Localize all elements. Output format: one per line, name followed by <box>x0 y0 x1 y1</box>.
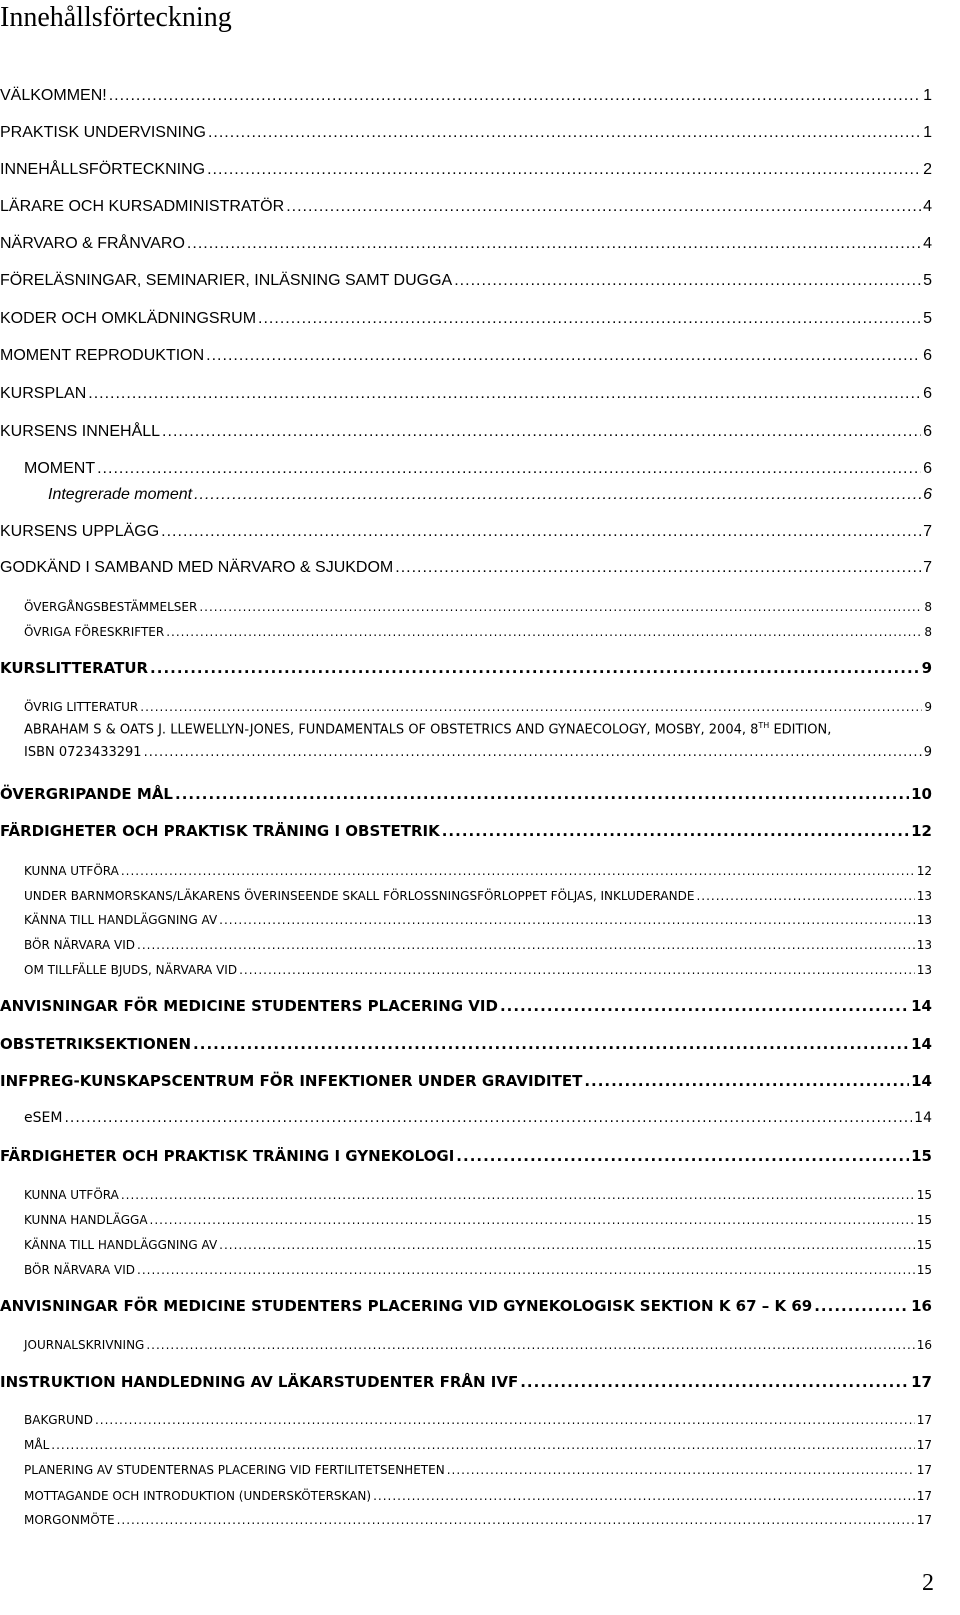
dot-leader <box>520 1372 909 1392</box>
toc-entry-page: 17 <box>916 1513 932 1527</box>
toc-entry-label: FÖRELÄSNINGAR, SEMINARIER, INLÄSNING SAMT DUGGA <box>0 272 453 289</box>
toc-entry-label-line2: ISBN 0723433291 <box>24 745 142 761</box>
toc-entry-page: 14 <box>914 1110 932 1126</box>
dot-leader <box>500 996 909 1016</box>
toc-entry-label: MOMENT REPRODUKTION <box>0 347 205 364</box>
toc-entry[interactable] <box>24 1260 932 1282</box>
toc-entry-label: KUNNA UTFÖRA <box>24 1188 119 1202</box>
toc-entry[interactable] <box>24 886 932 908</box>
toc-entry[interactable] <box>24 597 932 619</box>
toc-entry[interactable] <box>24 861 932 883</box>
dot-leader <box>109 86 921 106</box>
dot-leader <box>696 886 914 906</box>
toc-entry-page: 8 <box>924 625 932 639</box>
toc-entry-label: MÅL <box>24 1438 50 1452</box>
toc-entry[interactable] <box>24 1460 932 1482</box>
toc-entry-page: 4 <box>923 235 932 252</box>
toc-entry-page: 2 <box>923 161 932 178</box>
toc-entry-page: 1 <box>923 87 932 104</box>
dot-leader <box>199 597 922 617</box>
dot-leader <box>207 160 921 180</box>
dot-leader <box>395 558 921 578</box>
toc-entry-label: KUNNA HANDLÄGGA <box>24 1213 148 1227</box>
dot-leader <box>121 861 915 881</box>
toc-entry-page: 1 <box>923 124 932 141</box>
toc-entry-page: 13 <box>916 938 932 952</box>
toc-entry-page: 6 <box>923 385 932 402</box>
dot-leader <box>162 422 921 442</box>
toc-entry[interactable] <box>0 658 932 680</box>
toc-entry-label: NÄRVARO & FRÅNVARO <box>0 235 185 252</box>
dot-leader <box>150 1210 915 1230</box>
dot-leader <box>121 1185 915 1205</box>
toc-entry-page: 9 <box>923 745 932 761</box>
dot-leader <box>219 910 915 930</box>
dot-leader <box>814 1296 909 1316</box>
dot-leader <box>187 234 921 254</box>
toc-entry-label: INFPREG-KUNSKAPSCENTRUM FÖR INFEKTIONER UNDER GRAVIDITET <box>0 1072 583 1090</box>
dot-leader <box>456 1146 909 1166</box>
dot-leader <box>64 1108 912 1128</box>
toc-entry-page: 8 <box>924 600 932 614</box>
toc-entry[interactable] <box>0 160 932 182</box>
toc-entry-page: 14 <box>911 1072 932 1090</box>
toc-entry-page: 9 <box>921 659 932 677</box>
toc-entry[interactable] <box>0 558 932 580</box>
toc-entry[interactable] <box>0 197 932 219</box>
toc-entry-page: 6 <box>923 486 932 503</box>
dot-leader <box>144 742 922 764</box>
toc-entry[interactable] <box>0 996 932 1018</box>
toc-entry[interactable] <box>0 123 932 145</box>
toc-entry-label: ÖVERGRIPANDE MÅL <box>0 785 173 803</box>
toc-entry-page: 5 <box>923 310 932 327</box>
dot-leader <box>454 271 921 291</box>
toc-entry[interactable] <box>0 784 932 806</box>
toc-entry[interactable] <box>0 1034 932 1056</box>
toc-entry-label: VÄLKOMMEN! <box>0 87 107 104</box>
dot-leader <box>447 1460 915 1480</box>
toc-entry-page: 4 <box>923 198 932 215</box>
toc-entry[interactable] <box>48 485 932 507</box>
toc-entry-label: UNDER BARNMORSKANS/LÄKARENS ÖVERINSEENDE SKALL FÖRLOSSNINGSFÖRLOPPET FÖLJAS, INKLUDERANDE <box>24 889 695 903</box>
toc-entry-label: KÄNNA TILL HANDLÄGGNING AV <box>24 913 218 927</box>
dot-leader <box>584 1071 909 1091</box>
toc-entry[interactable] <box>24 1335 932 1357</box>
dot-leader <box>286 197 921 217</box>
toc-entry[interactable] <box>0 1146 932 1168</box>
toc-entry[interactable] <box>24 910 932 932</box>
dot-leader <box>166 622 922 642</box>
toc-entry[interactable] <box>24 1235 932 1257</box>
toc-entry[interactable] <box>24 960 932 982</box>
toc-entry[interactable] <box>0 309 932 331</box>
toc-entry-label-tail: EDITION, <box>769 722 832 738</box>
toc-entry-label: FÄRDIGHETER OCH PRAKTISK TRÄNING I OBSTETRIK <box>0 822 440 840</box>
toc-entry-page: 15 <box>916 1263 932 1277</box>
dot-leader <box>194 485 921 505</box>
toc-entry-label: KURSLITTERATUR <box>0 659 149 677</box>
toc-entry-label: FÄRDIGHETER OCH PRAKTISK TRÄNING I GYNEKOLOGI <box>0 1147 455 1165</box>
toc-entry[interactable] <box>0 234 932 256</box>
toc-entry-label: BÖR NÄRVARA VID <box>24 938 135 952</box>
toc-entry[interactable] <box>24 1210 932 1232</box>
toc-entry[interactable] <box>24 459 932 481</box>
toc-entry-label: GODKÄND I SAMBAND MED NÄRVARO & SJUKDOM <box>0 559 394 576</box>
toc-entry-label: OM TILLFÄLLE BJUDS, NÄRVARA VID <box>24 963 238 977</box>
dot-leader <box>117 1510 915 1530</box>
toc-entry-label: PRAKTISK UNDERVISNING <box>0 124 206 141</box>
toc-entry-page: 13 <box>916 963 932 977</box>
dot-leader <box>219 1235 915 1255</box>
toc-entry-label: KUNNA UTFÖRA <box>24 864 119 878</box>
toc-entry-label: Integrerade moment <box>48 486 193 503</box>
toc-entry-page: 15 <box>916 1188 932 1202</box>
toc-entry-label: KURSENS INNEHÅLL <box>0 423 161 440</box>
toc-entry[interactable] <box>24 935 932 957</box>
toc-entry[interactable] <box>24 1410 932 1432</box>
toc-entry-page: 7 <box>923 559 932 576</box>
toc-entry-label: INNEHÅLLSFÖRTECKNING <box>0 161 206 178</box>
toc-entry-page: 12 <box>916 864 932 878</box>
toc-entry-page: 13 <box>916 913 932 927</box>
toc-entry-label: MOMENT <box>24 460 96 477</box>
toc-entry-page: 17 <box>916 1463 932 1477</box>
toc-entry[interactable] <box>24 714 932 764</box>
toc-entry-page: 17 <box>916 1413 932 1427</box>
toc-entry-page: 13 <box>916 889 932 903</box>
page-title: Innehållsförteckning <box>0 2 232 33</box>
dot-leader <box>161 522 921 542</box>
toc-entry-label: BÖR NÄRVARA VID <box>24 1263 135 1277</box>
toc-entry-page: 16 <box>916 1338 932 1352</box>
toc-entry-label: ÖVRIGA FÖRESKRIFTER <box>24 625 165 639</box>
toc-entry-page: 12 <box>911 822 932 840</box>
superscript: TH <box>758 721 770 730</box>
toc-entry[interactable] <box>24 1435 932 1457</box>
dot-leader <box>150 658 920 678</box>
dot-leader <box>88 384 921 404</box>
toc-entry-label: BAKGRUND <box>24 1413 93 1427</box>
toc-entry[interactable] <box>0 522 932 544</box>
toc-entry-label: MORGONMÖTE <box>24 1513 115 1527</box>
toc-entry-label: KURSENS UPPLÄGG <box>0 523 160 540</box>
toc-entry-label: OBSTETRIKSEKTIONEN <box>0 1035 192 1053</box>
dot-leader <box>193 1034 909 1054</box>
toc-entry-page: 17 <box>916 1438 932 1452</box>
toc-entry[interactable] <box>0 821 932 843</box>
dot-leader <box>137 1260 915 1280</box>
toc-entry-page: 6 <box>923 460 932 477</box>
toc-entry-page: 17 <box>911 1373 932 1391</box>
toc-entry-page: 15 <box>916 1213 932 1227</box>
toc-entry-page: 6 <box>923 423 932 440</box>
toc-entry-page: 10 <box>911 785 932 803</box>
toc-entry[interactable] <box>24 1185 932 1207</box>
dot-leader <box>95 1410 915 1430</box>
dot-leader <box>373 1486 915 1506</box>
toc-entry-label: ÖVRIG LITTERATUR <box>24 700 139 714</box>
dot-leader <box>97 459 921 479</box>
dot-leader <box>137 935 915 955</box>
toc-entry-page: 15 <box>916 1238 932 1252</box>
toc-entry-page: 5 <box>923 272 932 289</box>
toc-entry[interactable] <box>24 1486 932 1508</box>
toc-entry-label: ÖVERGÅNGSBESTÄMMELSER <box>24 600 198 614</box>
toc-entry[interactable] <box>24 622 932 644</box>
toc-entry-page: 17 <box>916 1489 932 1503</box>
toc-entry-label: KURSPLAN <box>0 385 87 402</box>
dot-leader <box>442 821 909 841</box>
page-number: 2 <box>922 1570 934 1596</box>
toc-entry[interactable] <box>0 86 932 108</box>
toc-entry-label: PLANERING AV STUDENTERNAS PLACERING VID FERTILITETSENHETEN <box>24 1463 445 1477</box>
toc-entry[interactable] <box>0 271 932 293</box>
toc-entry[interactable] <box>24 1510 932 1532</box>
toc-entry-label: ABRAHAM S & OATS J. LLEWELLYN-JONES, FUNDAMENTALS OF OBSTETRICS AND GYNAECOLOGY, MOSBY, 2004, 8 <box>24 722 759 738</box>
toc-entry-page: 7 <box>923 523 932 540</box>
dot-leader <box>239 960 915 980</box>
toc-entry-page: 15 <box>911 1147 932 1165</box>
toc-entry-label: INSTRUKTION HANDLEDNING AV LÄKARSTUDENTER FRÅN IVF <box>0 1373 519 1391</box>
toc-entry[interactable] <box>0 346 932 368</box>
toc-entry-label: KODER OCH OMKLÄDNINGSRUM <box>0 310 257 327</box>
toc-entry-page: 9 <box>924 700 932 714</box>
toc-entry[interactable] <box>0 1372 932 1394</box>
toc-entry-label: KÄNNA TILL HANDLÄGGNING AV <box>24 1238 218 1252</box>
toc-entry-label: MOTTAGANDE OCH INTRODUKTION (UNDERSKÖTERSKAN) <box>24 1489 372 1503</box>
dot-leader <box>146 1335 914 1355</box>
dot-leader <box>208 123 921 143</box>
toc-entry[interactable] <box>0 1296 932 1318</box>
toc-entry[interactable] <box>24 1108 932 1130</box>
toc-entry[interactable] <box>0 384 932 406</box>
dot-leader <box>258 309 921 329</box>
dot-leader <box>206 346 921 366</box>
toc-entry-page: 16 <box>911 1297 932 1315</box>
toc-entry[interactable] <box>0 422 932 444</box>
toc-entry-label: LÄRARE OCH KURSADMINISTRATÖR <box>0 198 285 215</box>
toc-entry-page: 14 <box>911 997 932 1015</box>
toc-entry-label: ANVISNINGAR FÖR MEDICINE STUDENTERS PLACERING VID GYNEKOLOGISK SEKTION K 67 – K 69 <box>0 1297 813 1315</box>
toc-entry[interactable] <box>0 1071 932 1093</box>
toc-entry-page: 14 <box>911 1035 932 1053</box>
toc-entry-label: ANVISNINGAR FÖR MEDICINE STUDENTERS PLACERING VID <box>0 997 498 1015</box>
dot-leader <box>175 784 909 804</box>
toc-entry-label: eSEM <box>24 1110 63 1126</box>
dot-leader <box>51 1435 914 1455</box>
toc-entry-page: 6 <box>923 347 932 364</box>
toc-entry-label: JOURNALSKRIVNING <box>24 1338 145 1352</box>
